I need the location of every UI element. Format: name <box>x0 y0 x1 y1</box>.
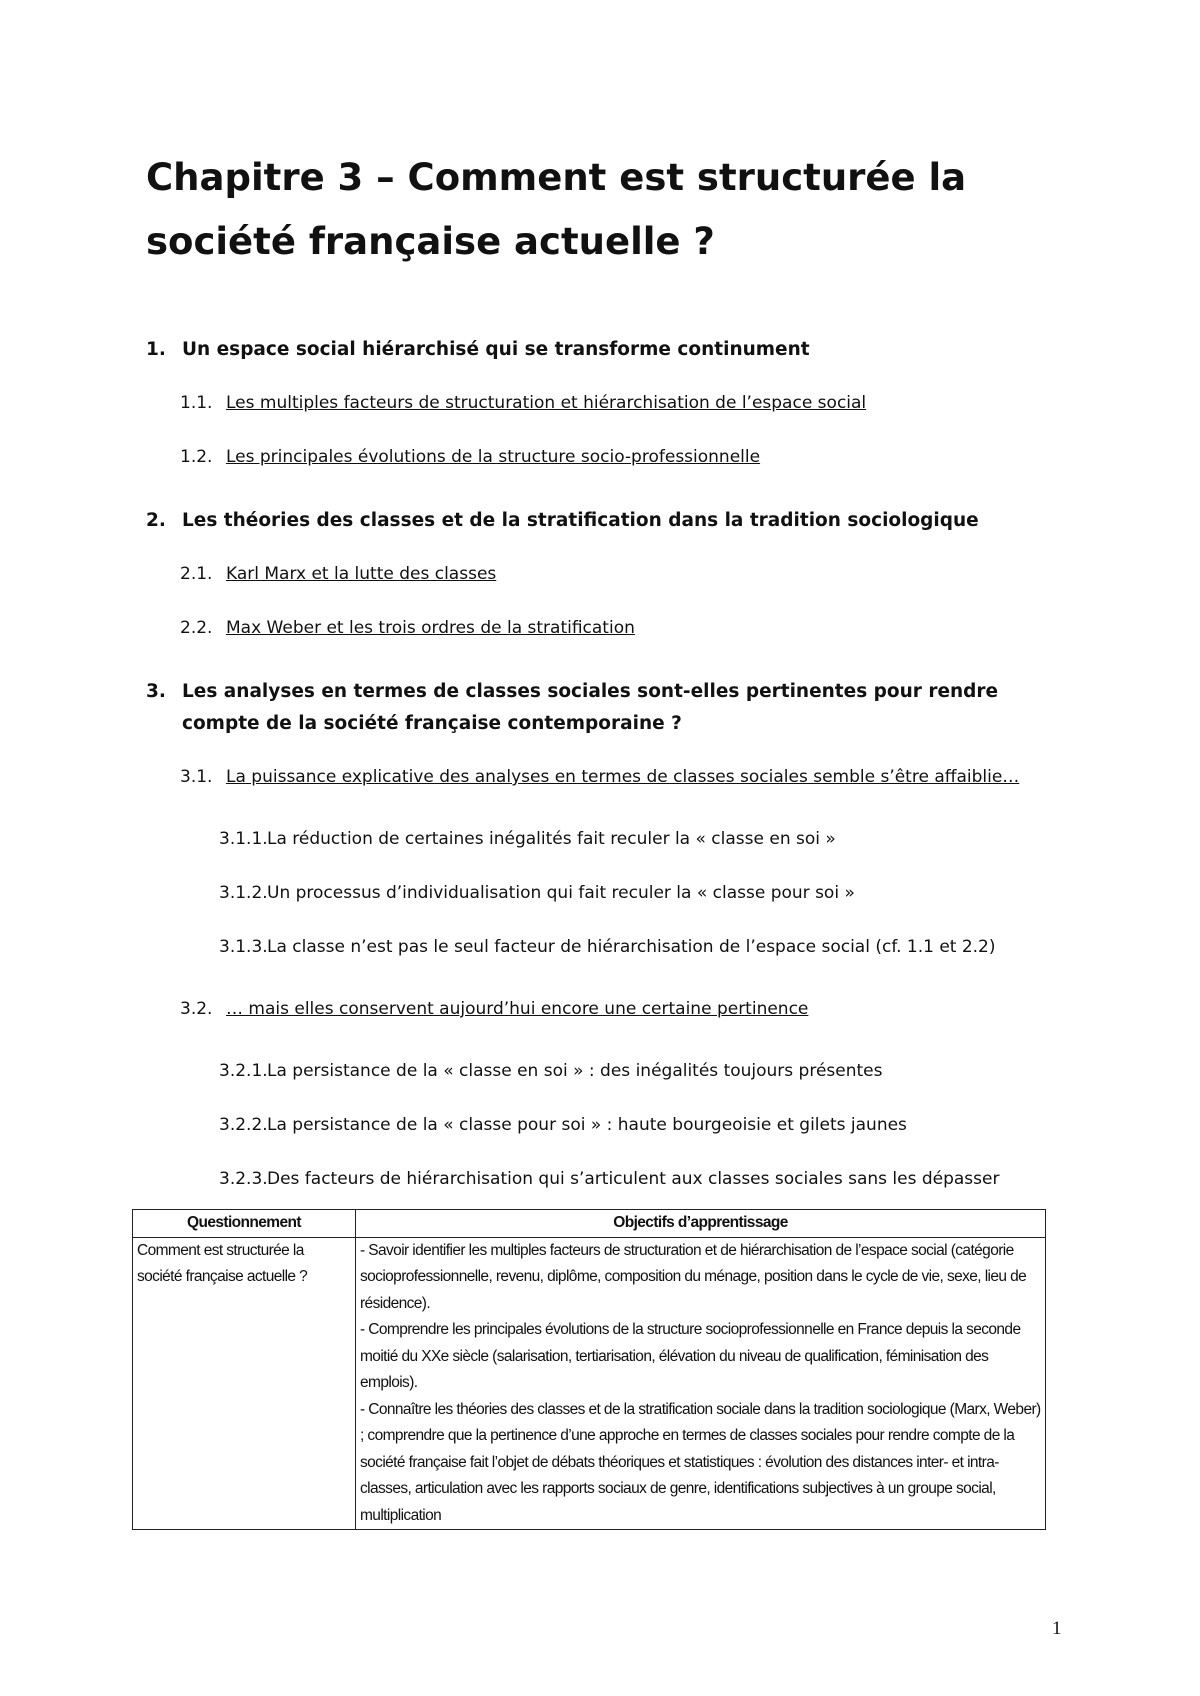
section-title: Les théories des classes et de la stratification dans la tradition sociologique <box>182 510 979 531</box>
subsubsection-number: 3.1.1. <box>219 829 268 849</box>
objectives-table <box>132 1209 1046 1530</box>
page-title: Chapitre 3 – Comment est structurée la société française actuelle ? <box>146 156 967 263</box>
section-number: 2. <box>146 510 166 531</box>
subsection-title: … mais elles conservent aujourd’hui encore une certaine pertinence <box>226 999 809 1019</box>
subsection-heading <box>180 616 635 640</box>
subsection-title: Les multiples facteurs de structuration et hiérarchisation de l’espace social <box>226 393 867 413</box>
subsection-number: 2.1. <box>180 564 213 584</box>
objective-item: - Savoir identifier les multiples facteurs de structuration et de hiérarchisation de l’espace social (catégorie socioprofessionnelle, revenu, diplôme, composition du ménage, position dans le cycle de vie, sexe, lieu de résidence). <box>360 1241 1027 1312</box>
section-number: 3. <box>146 681 166 702</box>
subsubsection-number: 3.2.2. <box>219 1115 268 1135</box>
subsubsection-heading <box>219 1113 907 1137</box>
subsubsection-title: Des facteurs de hiérarchisation qui s’articulent aux classes sociales sans les dépasser <box>267 1169 1000 1189</box>
subsubsection-title: La classe n’est pas le seul facteur de hiérarchisation de l’espace social (cf. 1.1 et 2.2) <box>267 937 996 957</box>
subsubsection-heading <box>219 1167 999 1191</box>
column-header-objectifs: Objectifs d’apprentissage <box>356 1210 1046 1238</box>
subsection-number: 3.1. <box>180 767 213 787</box>
table-row <box>133 1237 1046 1530</box>
question-cell: Comment est structurée la société française actuelle ? <box>133 1237 356 1530</box>
subsection-heading <box>180 445 760 469</box>
subsubsection-title: La persistance de la « classe en soi » : des inégalités toujours présentes <box>267 1061 883 1081</box>
subsubsection-title: Un processus d’individualisation qui fait reculer la « classe pour soi » <box>267 883 855 903</box>
subsubsection-heading <box>219 827 836 851</box>
page-number: 1 <box>1052 1618 1062 1639</box>
subsection-heading <box>180 997 808 1021</box>
subsubsection-heading <box>219 1059 883 1083</box>
subsubsection-heading <box>219 881 855 905</box>
table-header-row <box>133 1210 1046 1238</box>
subsection-number: 2.2. <box>180 618 213 638</box>
subsection-heading <box>180 391 866 415</box>
subsection-title: La puissance explicative des analyses en termes de classes sociales semble s’être affaiblie… <box>226 767 1020 787</box>
subsection-heading <box>180 765 1019 789</box>
subsubsection-title: La persistance de la « classe pour soi » : haute bourgeoisie et gilets jaunes <box>267 1115 907 1135</box>
subsubsection-number: 3.2.3. <box>219 1169 268 1189</box>
subsubsection-number: 3.1.3. <box>219 937 268 957</box>
objective-item: - Connaître les théories des classes et de la stratification sociale dans la tradition sociologique (Marx, Weber) ; comprendre que la pertinence d’une approche en termes de classes sociales pour rendre compte de la société française fait l’objet de débats théoriques et statistiques : évolution des distances inter- et intra-classes, articulation avec les rapports sociaux de genre, identifications subjectives à un groupe social, multiplication <box>360 1400 1041 1524</box>
subsubsection-number: 3.1.2. <box>219 883 268 903</box>
section-heading <box>146 676 1036 740</box>
subsection-number: 1.1. <box>180 393 213 413</box>
subsection-heading <box>180 562 496 586</box>
subsubsection-title: La réduction de certaines inégalités fait reculer la « classe en soi » <box>267 829 836 849</box>
subsection-title: Les principales évolutions de la structure socio-professionnelle <box>226 447 761 467</box>
section-heading <box>146 334 810 366</box>
subsubsection-heading <box>219 935 996 959</box>
subsubsection-number: 3.2.1. <box>219 1061 268 1081</box>
subsection-title: Max Weber et les trois ordres de la stratification <box>226 618 635 638</box>
objectives-cell <box>356 1237 1046 1530</box>
subsection-number: 1.2. <box>180 447 213 467</box>
section-title: Les analyses en termes de classes sociales sont-elles pertinentes pour rendre compte de la société française contemporaine ? <box>182 681 999 734</box>
subsection-title: Karl Marx et la lutte des classes <box>226 564 497 584</box>
column-header-questionnement: Questionnement <box>133 1210 356 1238</box>
subsection-number: 3.2. <box>180 999 213 1019</box>
section-heading <box>146 505 979 537</box>
objective-item: - Comprendre les principales évolutions de la structure socioprofessionnelle en France depuis la seconde moitié du XXe siècle (salarisation, tertiarisation, élévation du niveau de qualification, féminisation des emplois). <box>360 1321 1021 1391</box>
section-number: 1. <box>146 339 166 360</box>
section-title: Un espace social hiérarchisé qui se transforme continument <box>182 339 810 360</box>
